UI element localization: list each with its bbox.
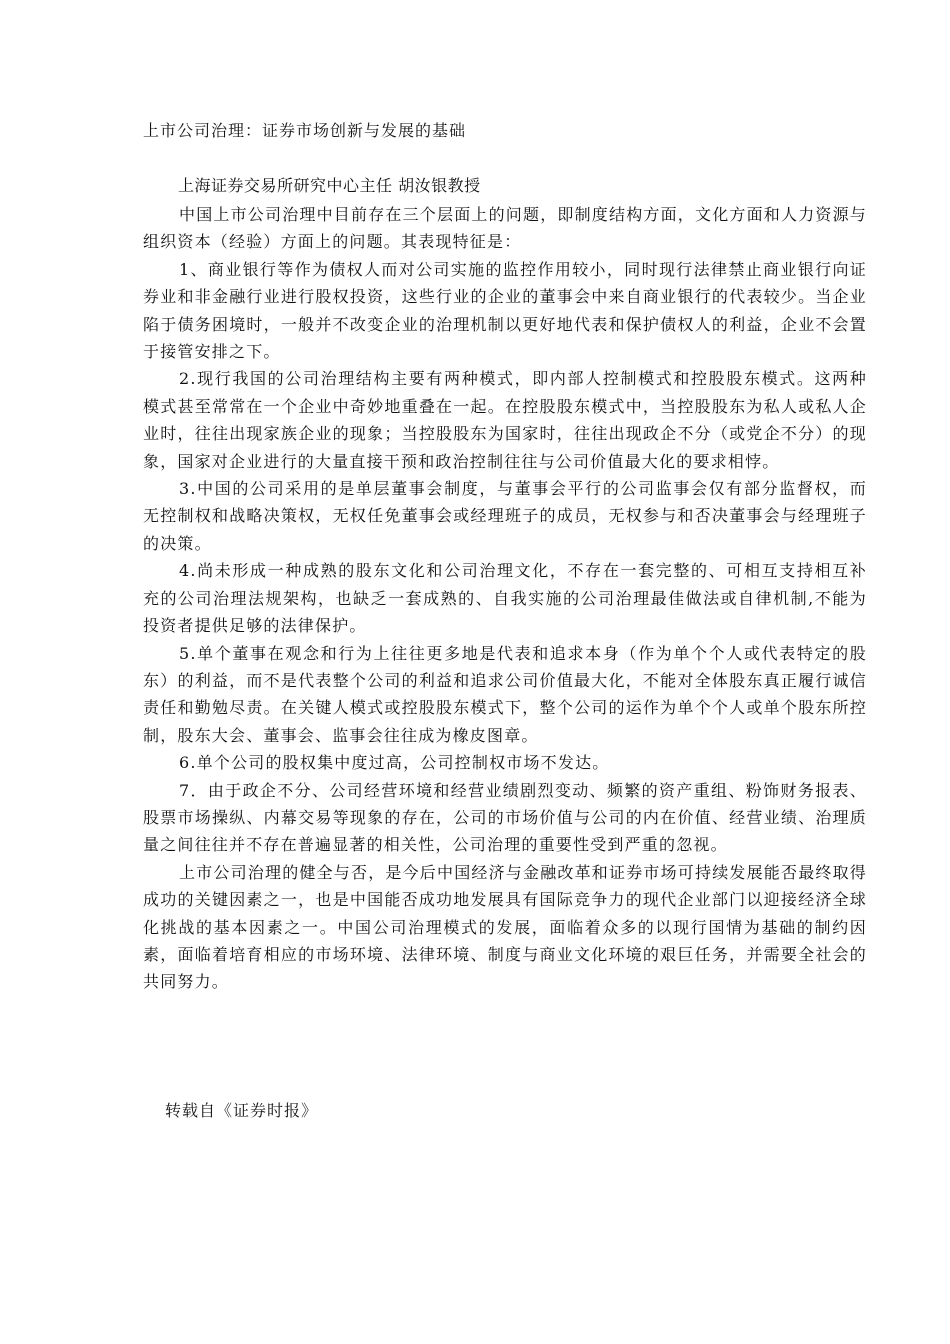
paragraph-item-5: 5.单个董事在观念和行为上往往更多地是代表和追求本身（作为单个个人或代表特定的股东）的利益，而不是代表整个公司的利益和追求公司价值最大化，不能对全体股东真正履行诚信责任和勤勉尽责。在关键人模式或控股股东模式下，整个公司的运作为单个个人或单个股东所控制，股东大会、董事会、监事会往往成为橡皮图章。 [143,643,867,745]
document-title: 上市公司治理：证券市场创新与发展的基础 [143,121,467,140]
paragraph-conclusion: 上市公司治理的健全与否，是今后中国经济与金融改革和证券市场可持续发展能否最终取得成功的关键因素之一，也是中国能否成功地发展具有国际竞争力的现代企业部门以迎接经济全球化挑战的基本因素之一。中国公司治理模式的发展，面临着众多的以现行国情为基础的制约因素，面临着培育相应的市场环境、法律环境、制度与商业文化环境的艰巨任务，并需要全社会的共同努力。 [143,862,868,992]
paragraph-intro: 中国上市公司治理中目前存在三个层面上的问题，即制度结构方面，文化方面和人力资源与组织资本（经验）方面上的问题。其表现特征是： [143,205,868,252]
paragraph-item-2: 2.现行我国的公司治理结构主要有两种模式，即内部人控制模式和控股股东模式。这两种模式甚至常常在一个企业中奇妙地重叠在一起。在控股股东模式中，当控股股东为私人或私人企业时，往往出现家族企业的现象；当控股股东为国家时，往往出现政企不分（或党企不分）的现象，国家对企业进行的大量直接干预和政治控制往往与公司价值最大化的要求相悖。 [143,369,867,471]
paragraph-item-1: 1、商业银行等作为债权人而对公司实施的监控作用较小，同时现行法律禁止商业银行向证券业和非金融行业进行股权投资，这些行业的企业的董事会中来自商业银行的代表较少。当企业陷于债务困境时，一般并不改变企业的治理机制以更好地代表和保护债权人的利益，企业不会置于接管安排之下。 [143,259,867,362]
paragraph-item-7: 7．由于政企不分、公司经营环境和经营业绩剧烈变动、频繁的资产重组、粉饰财务报表、股票市场操纵、内幕交易等现象的存在，公司的市场价值与公司的内在价值、经营业绩、治理质量之间往往并不存在普遍显著的相关性，公司治理的重要性受到严重的忽视。 [143,780,867,855]
paragraph-item-4: 4.尚未形成一种成熟的股东文化和公司治理文化，不存在一套完整的、可相互支持相互补充的公司治理法规架构，也缺乏一套成熟的、自我实施的公司治理最佳做法或自律机制,不能为投资者提供足够的法律保护。 [143,561,867,636]
source-line: 转载自《证券时报》 [165,1101,319,1120]
paragraph-item-6: 6.单个公司的股权集中度过高，公司控制权市场不发达。 [179,753,610,773]
document-body [143,201,867,996]
author-line: 上海证券交易所研究中心主任 胡汝银教授 [178,176,481,195]
paragraph-item-3: 3.中国的公司采用的是单层董事会制度，与董事会平行的公司监事会仅有部分监督权，而无控制权和战略决策权，无权任免董事会或经理班子的成员，无权参与和否决董事会与经理班子的决策。 [143,479,867,553]
